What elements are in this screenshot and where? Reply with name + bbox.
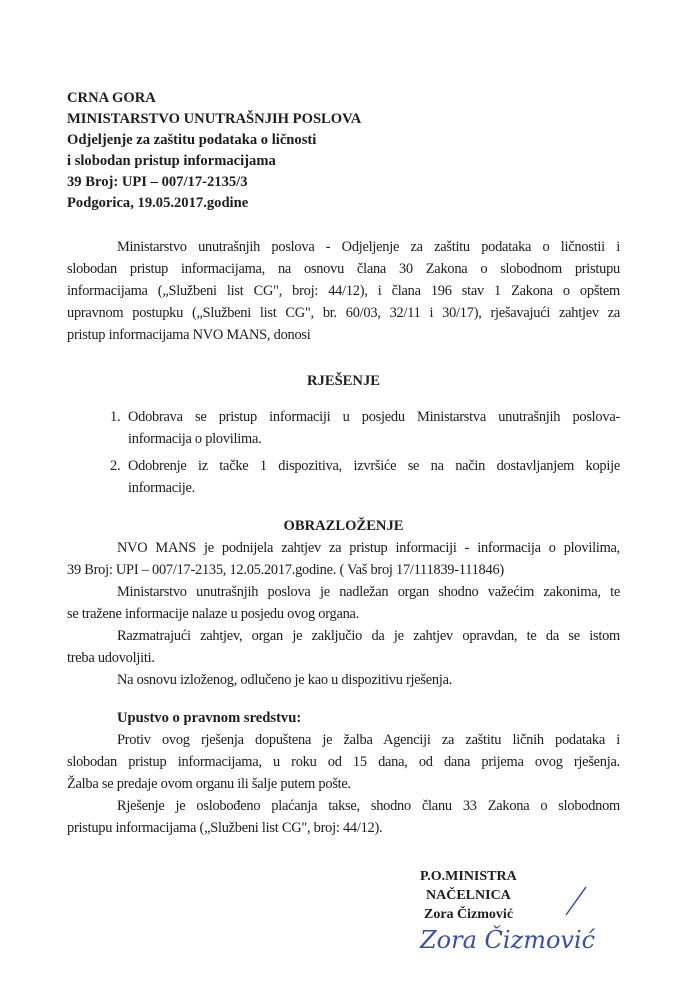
reasoning-section (67, 537, 620, 691)
legal-remedy-line: Rješenje je oslobođeno plaćanja takse, shodno članu 33 Zakona o slobodnom (117, 798, 620, 814)
decision-item (110, 455, 620, 499)
decision-title: RJEŠENJE (307, 373, 380, 389)
intro-line: pristup informacijama NVO MANS, donosi (67, 327, 311, 343)
header-country: CRNA GORA (67, 90, 156, 106)
header-place-date: Podgorica, 19.05.2017.godine (67, 195, 249, 211)
intro-line: informacijama („Službeni list CG", broj: 44/12), i člana 196 stav 1 Zakona o opštem (67, 283, 620, 299)
reasoning-title: OBRAZLOŽENJE (283, 518, 404, 534)
signature-name: Zora Čizmović (424, 907, 514, 922)
legal-remedy-line: Žalba se predaje ovom organu ili šalje putem pošte. (67, 776, 351, 792)
signature-stroke-icon (560, 885, 590, 917)
decision-item-number: 2. (110, 458, 121, 474)
reasoning-line: NVO MANS je podnijela zahtjev za pristup informaciji - informacija o plovilima, (117, 540, 620, 556)
legal-remedy-section (67, 707, 620, 839)
reasoning-line: Ministarstvo unutrašnjih poslova je nadležan organ shodno važećim zakonima, te (117, 584, 620, 600)
signature-title: P.O.MINISTRA (420, 869, 517, 884)
reasoning-line: treba udovoljiti. (67, 650, 155, 666)
reasoning-line: Na osnovu izloženog, odlučeno je kao u dispozitivu rješenja. (117, 672, 453, 688)
reasoning-line: 39 Broj: UPI – 007/17-2135, 12.05.2017.godine. ( Vaš broj 17/111839-111846) (67, 562, 504, 578)
decision-item-line: informacija o plovilima. (128, 431, 262, 447)
reasoning-line: se tražene informacije nalaze u posjedu ovog organa. (67, 606, 360, 622)
legal-remedy-line: slobodan pristup informacijama, u roku od 15 dana, od dana prijema ovog rješenja. (67, 754, 620, 770)
legal-remedy-line: pristupu informacijama („Službeni list CG", broj: 44/12). (67, 820, 383, 836)
decision-item-number: 1. (110, 409, 121, 425)
handwritten-signature-text: Zora Čizmović (420, 926, 596, 954)
decision-list (110, 406, 620, 499)
document-header (67, 88, 620, 214)
signature-area (420, 867, 620, 956)
decision-item (110, 406, 620, 450)
header-reference-number: 39 Broj: UPI – 007/17-2135/3 (67, 174, 248, 190)
decision-item-line: Odobrava se pristup informaciji u posjedu Ministarstva unutrašnjih poslova- (128, 409, 620, 425)
intro-line: upravnom postupku („Službeni list CG", br. 60/03, 32/11 i 30/17), rješavajući zahtjev za (67, 305, 620, 321)
decision-item-line: Odobrenje iz tačke 1 dispozitiva, izvršiće se na način dostavljanjem kopije (128, 458, 620, 474)
reasoning-line: Razmatrajući zahtjev, organ je zaključio da je zahtjev opravdan, te da se istom (117, 628, 620, 644)
intro-paragraph (67, 236, 620, 346)
header-department: Odjeljenje za zaštitu podataka o ličnosti (67, 132, 317, 148)
legal-remedy-title: Upustvo o pravnom sredstvu: (117, 710, 302, 726)
header-department-cont: i slobodan pristup informacijama (67, 153, 276, 169)
signature-role: NAČELNICA (426, 888, 511, 903)
decision-item-line: informacije. (128, 480, 195, 496)
signature-block (420, 867, 620, 924)
legal-remedy-line: Protiv ovog rješenja dopuštena je žalba Agenciji za zaštitu ličnih podataka i (117, 732, 620, 748)
header-ministry: MINISTARSTVO UNUTRAŠNJIH POSLOVA (67, 111, 362, 127)
intro-line: slobodan pristup informacijama, na osnovu člana 30 Zakona o slobodnom pristupu (67, 261, 620, 277)
intro-line: Ministarstvo unutrašnjih poslova - Odjeljenje za zaštitu podataka o ličnostii i (117, 239, 620, 255)
